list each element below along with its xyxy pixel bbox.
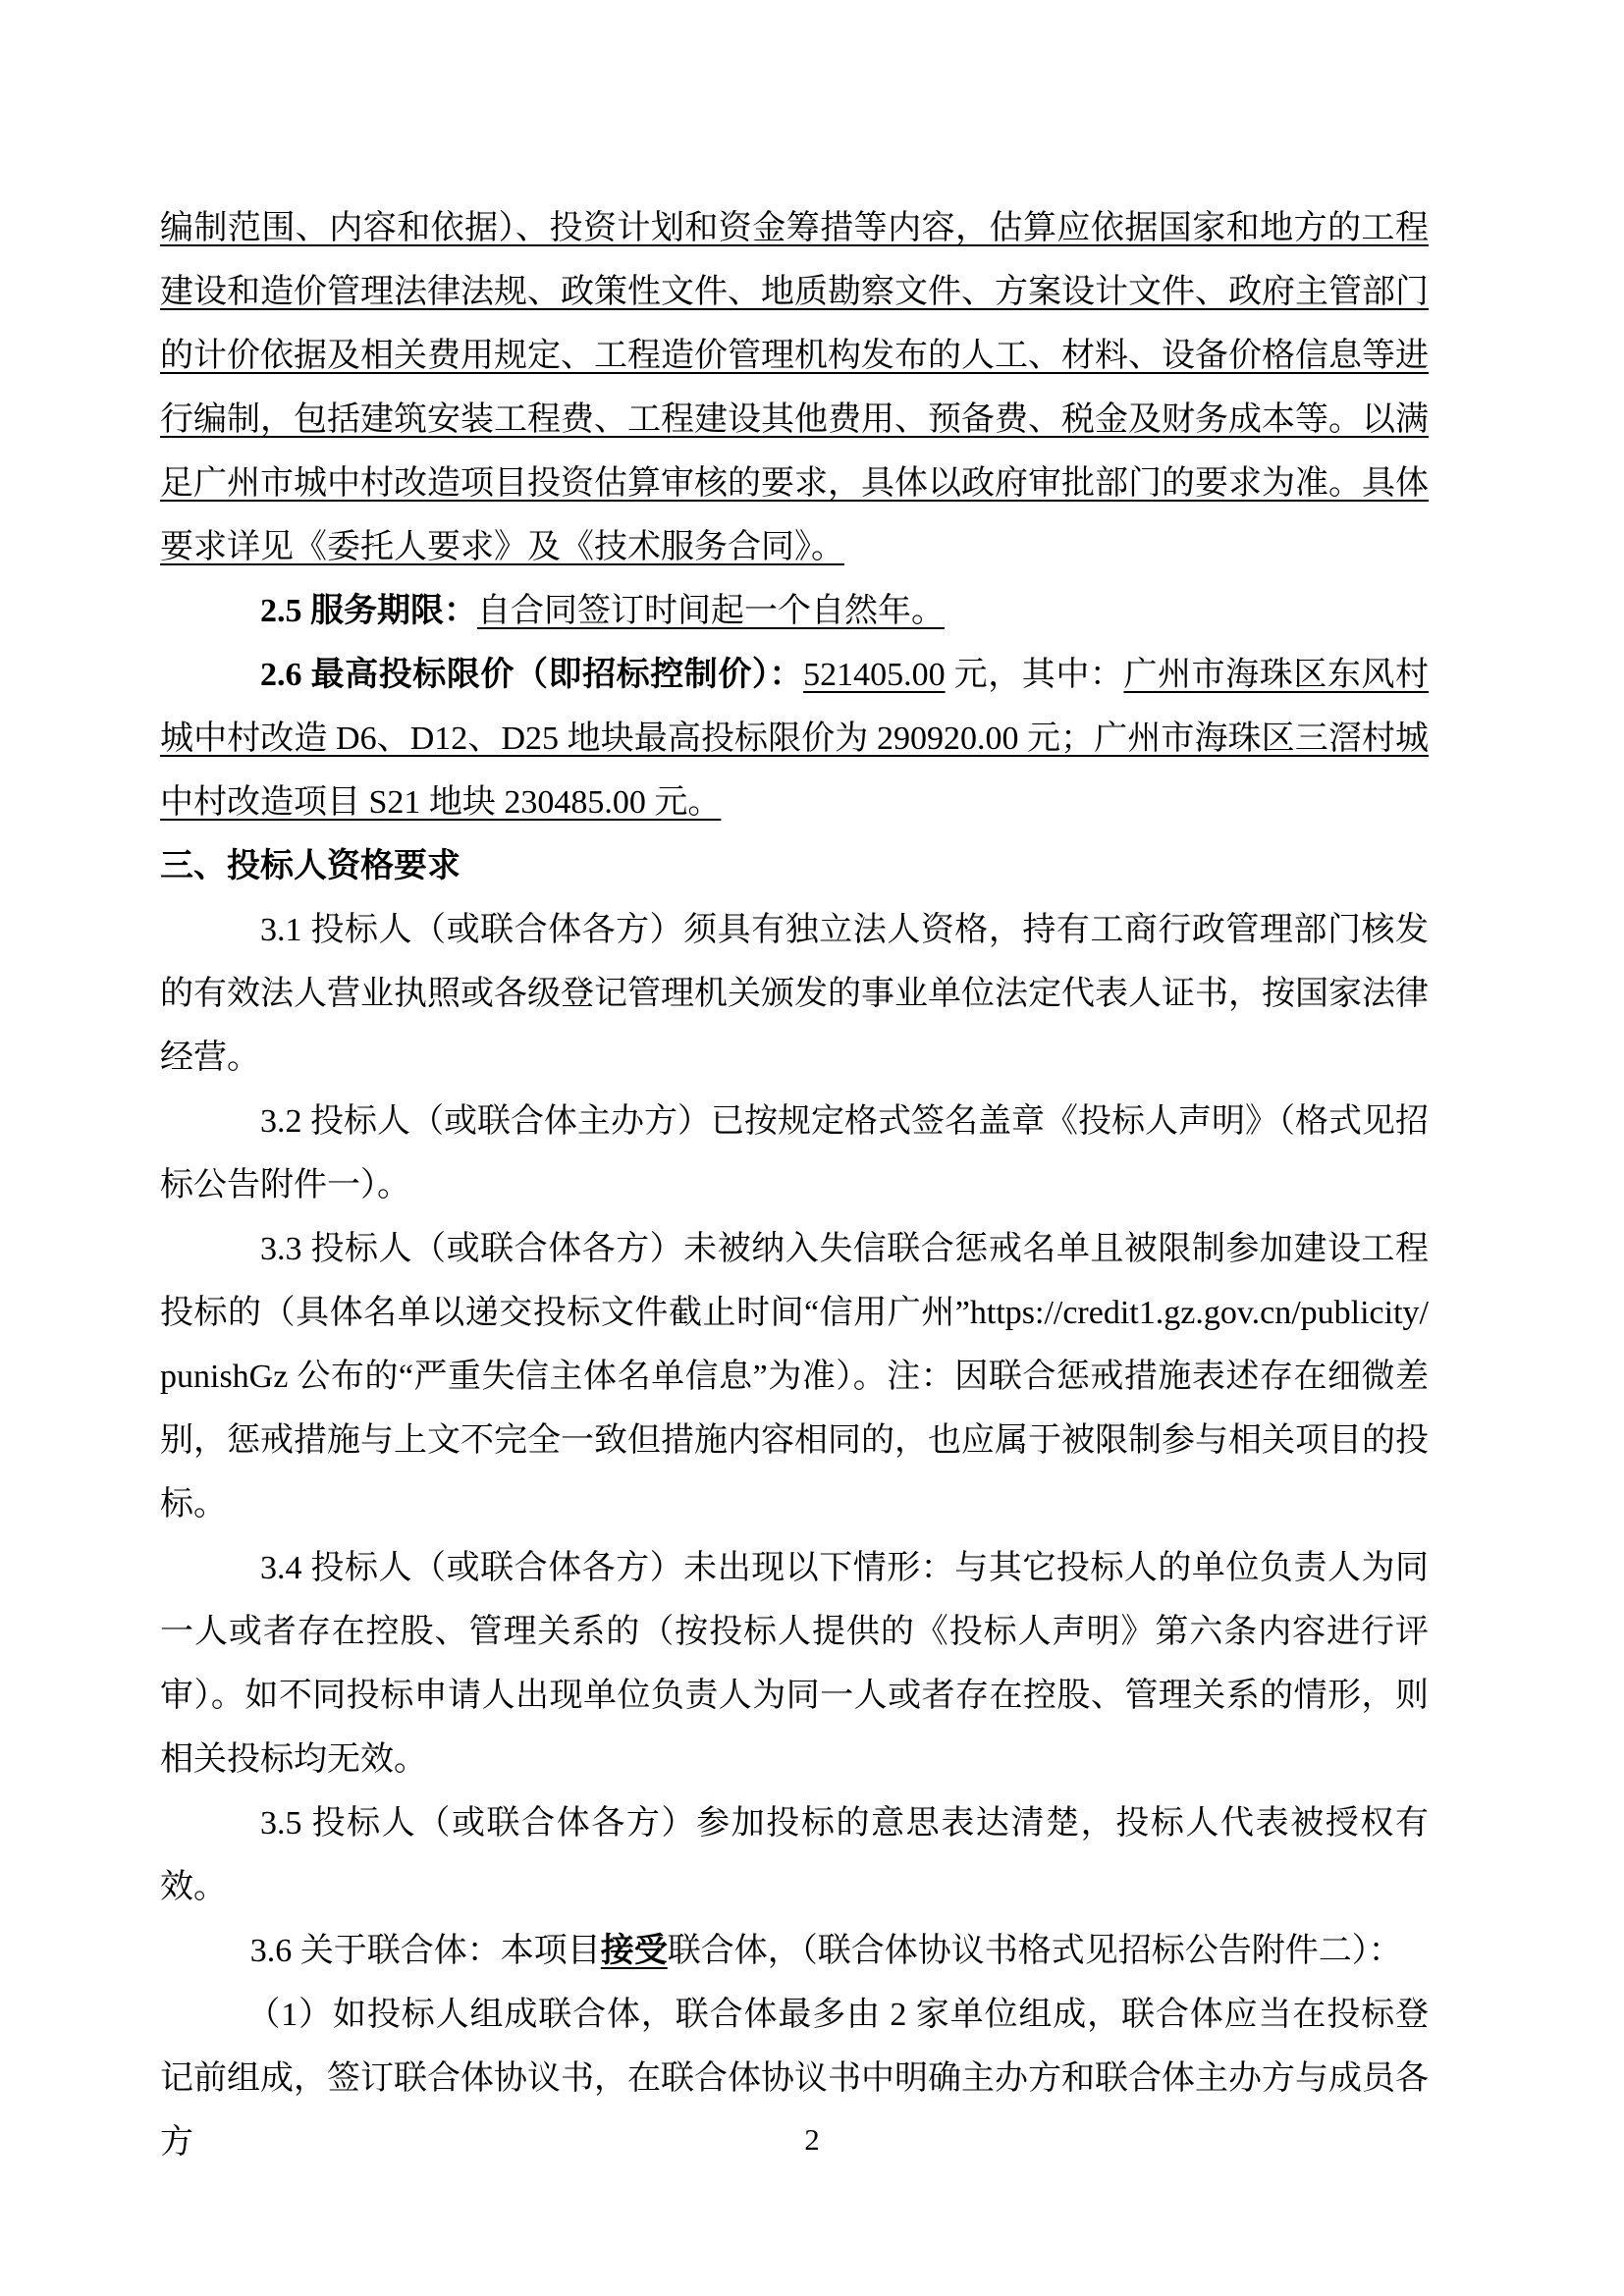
text-run: 3.5 投标人（或联合体各方）参加投标的意思表达清楚，投标人代表被授权有效。 [160, 1805, 1429, 1905]
para-2-4-continuation [160, 196, 1429, 579]
text-run: 2.5 服务期限： [260, 593, 477, 629]
para-3-3 [160, 1217, 1429, 1536]
text-run: 接受 [600, 1933, 668, 1969]
para-2-5-service-period [160, 579, 1429, 643]
para-3-1 [160, 898, 1429, 1090]
page-number: 2 [804, 2122, 820, 2157]
para-3-2 [160, 1090, 1429, 1217]
heading-section-3-bidder-qualifications [160, 834, 1429, 898]
text-run: 编制范围、内容和依据）、投资计划和资金筹措等内容，估算应依据国家和地方的工程建设和造价管理法律法规、政策性文件、地质勘察文件、方案设计文件、政府主管部门的计价依据及相关费用规定、工程造价管理机构发布的人工、材料、设备价格信息等进行编制，包括建筑安装工程费、工程建设其他费用、预备费、税金及财务成本等。以满足广州市城中村改造项目投资估算审核的要求，具体以政府审批部门的要求为准。具体要求详见《委托人要求》及《技术服务合同》。 [160, 210, 1429, 565]
para-3-6-consortium [160, 1919, 1429, 1983]
text-run: 3.2 投标人（或联合体主办方）已按规定格式签名盖章《投标人声明》（格式见招标公告附件一）。 [160, 1103, 1429, 1203]
text-run: 2.6 最高投标限价（即招标控制价）： [260, 657, 804, 693]
text-run: 3.1 投标人（或联合体各方）须具有独立法人资格，持有工商行政管理部门核发的有效法人营业执照或各级登记管理机关颁发的事业单位法定代表人证书，按国家法律经营。 [160, 912, 1429, 1076]
text-run: 521405.00 [803, 657, 946, 693]
text-run: （1）如投标人组成联合体，联合体最多由 2 家单位组成，联合体应当在投标登记前组成，签订联合体协议书，在联合体协议书中明确主办方和联合体主办方与成员各方 [160, 1997, 1429, 2161]
para-2-6-max-bid-price [160, 643, 1429, 834]
document-body [160, 196, 1429, 2174]
text-run: 广州市海珠区东风村城中村改造 D6、D12、D25 地块最高投标限价为 290920.00 元；广州市海珠区三滘村城中村改造项目 S21 地块 230485.00 元。 [160, 657, 1430, 821]
text-run: 三、投标人资格要求 [160, 848, 460, 884]
text-run: 元，其中： [945, 657, 1124, 693]
text-run: 自合同签订时间起一个自然年。 [477, 593, 945, 629]
para-3-4 [160, 1536, 1429, 1791]
text-run: 3.6 关于联合体：本项目 [249, 1933, 601, 1969]
para-3-5 [160, 1791, 1429, 1919]
text-run: 3.3 投标人（或联合体各方）未被纳入失信联合惩戒名单且被限制参加建设工程投标的（具体名单以递交投标文件截止时间“信用广州”https://credit1.gz.gov.cn/publicity/punishGz 公布的“严重失信主体名单信息”为准）。注：因联合惩戒措施表述存在细微差别，惩戒措施与上文不完全一致但措施内容相同的，也应属于被限制参与相关项目的投标。 [160, 1231, 1429, 1522]
text-run: 联合体，（联合体协议书格式见招标公告附件二）： [667, 1933, 1402, 1969]
text-run: 3.4 投标人（或联合体各方）未出现以下情形：与其它投标人的单位负责人为同一人或者存在控股、管理关系的（按投标人提供的《投标人声明》第六条内容进行评审）。如不同投标申请人出现单位负责人为同一人或者存在控股、管理关系的情形，则相关投标均无效。 [160, 1550, 1429, 1778]
